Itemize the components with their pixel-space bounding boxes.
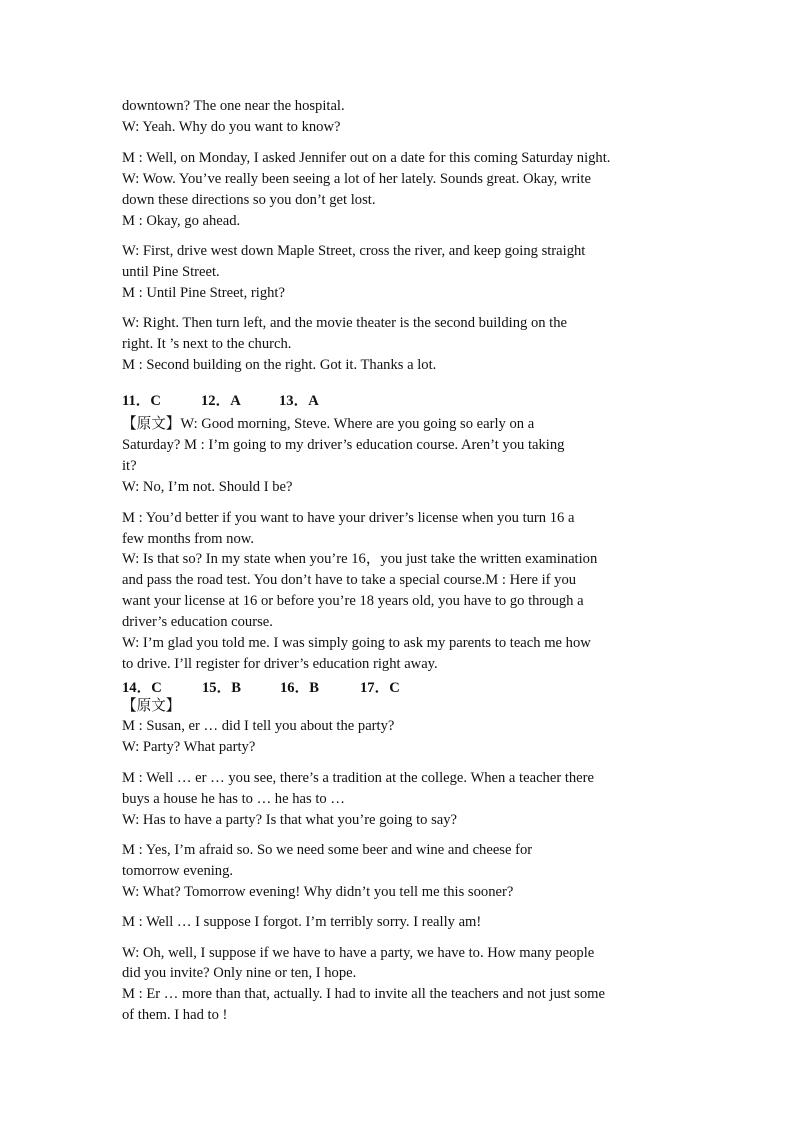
text-line: M : Well, on Monday, I asked Jennifer out on a date for this coming Saturday night. (122, 150, 611, 166)
answer: 15．B (202, 680, 241, 696)
text-line: down these directions so you don’t get lost. (122, 192, 376, 208)
text-line: W: Right. Then turn left, and the movie theater is the second building on the (122, 315, 568, 331)
answer-row (122, 389, 682, 409)
text-line: W: Party? What party? (122, 739, 256, 755)
text-line: tomorrow evening. (122, 863, 234, 879)
answer: 16．B (280, 680, 319, 696)
text-line: M : You’d better if you want to have your driver’s license when you turn 16 a (122, 510, 575, 526)
answer: 17．C (360, 680, 400, 696)
text-line: W: I’m glad you told me. I was simply going to ask my parents to teach me how (122, 635, 591, 651)
answer-row (122, 676, 682, 696)
text-line: M : Well … er … you see, there’s a tradition at the college. When a teacher there (122, 770, 594, 786)
text-line: of them. I had to ! (122, 1007, 228, 1023)
text-line: W: Oh, well, I suppose if we have to have a party, we have to. How many people (122, 945, 595, 961)
text-line: W: First, drive west down Maple Street, cross the river, and keep going straight (122, 243, 586, 259)
answer: 11．C (122, 393, 161, 409)
text-line: W: Is that so? In my state when you’re 16，you just take the written examination (122, 551, 598, 567)
answer: 14．C (122, 680, 162, 696)
text-line: W: Wow. You’ve really been seeing a lot of her lately. Sounds great. Okay, write (122, 171, 591, 187)
text-line: M : Yes, I’m afraid so. So we need some beer and wine and cheese for (122, 842, 533, 858)
text-line: M : Okay, go ahead. (122, 213, 241, 229)
text-line: buys a house he has to … he has to … (122, 791, 345, 807)
text-line: M : Susan, er … did I tell you about the party? (122, 718, 395, 734)
text-line: M : Until Pine Street, right? (122, 285, 285, 301)
text-line: W: Has to have a party? Is that what you’re going to say? (122, 812, 458, 828)
answer: 12．A (201, 393, 241, 409)
text-line: driver’s education course. (122, 614, 273, 630)
text-line: W: What? Tomorrow evening! Why didn’t you tell me this sooner? (122, 884, 514, 900)
text-line: W: No, I’m not. Should I be? (122, 479, 293, 495)
text-line: few months from now. (122, 531, 254, 547)
text-line: right. It ’s next to the church. (122, 336, 292, 352)
text-line: to drive. I’ll register for driver’s education right away. (122, 656, 438, 672)
text-line: M : Second building on the right. Got it. Thanks a lot. (122, 357, 437, 373)
text-line: until Pine Street. (122, 264, 220, 280)
text-line: want your license at 16 or before you’re 18 years old, you have to go through a (122, 593, 584, 609)
text-line: W: Yeah. Why do you want to know? (122, 119, 341, 135)
text-line: Saturday? M : I’m going to my driver’s education course. Aren’t you taking (122, 437, 565, 453)
text-line: downtown? The one near the hospital. (122, 98, 345, 114)
text-line: 【原文】W: Good morning, Steve. Where are you going so early on a (122, 416, 535, 432)
text-line: M : Well … I suppose I forgot. I’m terribly sorry. I really am! (122, 914, 482, 930)
text-line: 【原文】 (122, 698, 181, 714)
text-line: M : Er … more than that, actually. I had to invite all the teachers and not just some (122, 986, 605, 1002)
text-line: did you invite? Only nine or ten, I hope. (122, 965, 357, 981)
text-line: it? (122, 458, 137, 474)
answer: 13．A (279, 393, 319, 409)
text-line: and pass the road test. You don’t have to take a special course.M : Here if you (122, 572, 577, 588)
